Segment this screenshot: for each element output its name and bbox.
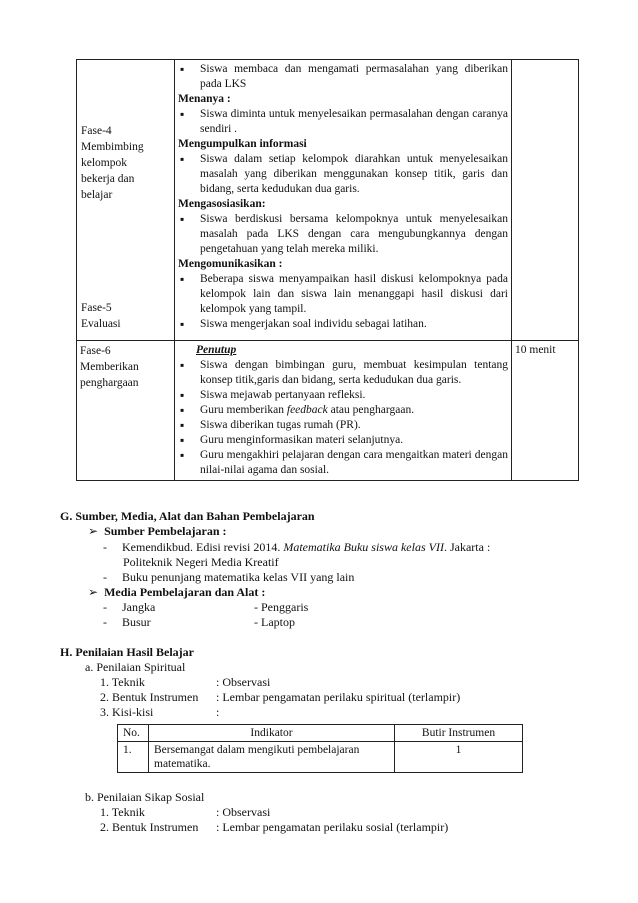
sumber-heading: ➢ Sumber Pembelajaran : (88, 524, 227, 538)
step-heading: Mengomunikasikan : (178, 258, 283, 270)
list-item: ▪ Beberapa siswa menyampaikan hasil diskusi kelompoknya pada kelompok lain dan siswa lain menanggapi hasil diskusi dari kelompok yang tampil. (178, 272, 508, 317)
phase-5-label: Fase-5 Evaluasi (81, 302, 121, 330)
list-item: - Jangka (103, 600, 156, 614)
field-value: : Lembar pengamatan perilaku spiritual (terlampir) (216, 690, 461, 704)
arrow-icon: ➢ (88, 524, 99, 538)
field-label: 2. Bentuk Instrumen (100, 690, 199, 704)
list-item: - Buku penunjang matematika kelas VII yang lain (103, 570, 355, 584)
arrow-icon: ➢ (88, 585, 99, 599)
time-cell (512, 60, 579, 341)
activity-cell (175, 60, 512, 341)
list-item: - Busur (103, 615, 151, 629)
media-heading: ➢ Media Pembelajaran dan Alat : (88, 585, 266, 599)
table-cell: 1 (395, 742, 523, 773)
table-row (118, 742, 523, 773)
list-item: ▪ Siswa diminta untuk menyelesaikan permasalahan dengan caranya sendiri . (178, 107, 508, 137)
section-g-title: G. Sumber, Media, Alat dan Bahan Pembelajaran (60, 509, 315, 523)
table-row (77, 341, 579, 481)
field-label: 2. Bentuk Instrumen (100, 820, 199, 834)
column-header: Butir Instrumen (395, 725, 523, 742)
step-heading: Mengumpulkan informasi (178, 138, 307, 150)
table-cell: Bersemangat dalam mengikuti pembelajaran matematika. (149, 742, 395, 773)
field-label: 1. Teknik (100, 805, 145, 819)
column-header: Indikator (149, 725, 395, 742)
list-item: ▪ Siswa dalam setiap kelompok diarahkan untuk menyelesaikan masalah yang diberikan menggunakan konsep titik, garis dan bidang, serta kedudukan dua garis. (178, 152, 508, 197)
section-h-title: H. Penilaian Hasil Belajar (60, 645, 194, 659)
field-label: 1. Teknik (100, 675, 145, 689)
subsection-title: a. Penilaian Spiritual (85, 660, 186, 674)
phase-cell (77, 341, 175, 481)
phase-6-label: Fase-6 Memberikan penghargaan (80, 345, 139, 389)
list-item: - Laptop (254, 615, 295, 629)
field-value: : Observasi (216, 805, 271, 819)
column-header: No. (118, 725, 149, 742)
list-item: ▪ Siswa diberikan tugas rumah (PR). (178, 418, 508, 433)
duration: 10 menit (515, 344, 556, 356)
list-item: ▪ Siswa mengerjakan soal individu sebagai latihan. (178, 317, 508, 332)
activity-cell (175, 341, 512, 481)
list-item: ▪ Siswa berdiskusi bersama kelompoknya untuk menyelesaikan masalah pada LKS dengan cara mengubungkannya dengan pengetahuan yang telah mereka miliki. (178, 212, 508, 257)
list-item: ▪ Guru memberikan feedback atau penghargaan. (178, 403, 508, 418)
kisi-table (117, 724, 523, 773)
list-item: ▪ Guru mengakhiri pelajaran dengan cara mengaitkan materi dengan nilai-nilai agama dan sosial. (178, 448, 508, 478)
table-row (77, 60, 579, 341)
list-item: ▪ Guru menginformasikan materi selanjutnya. (178, 433, 508, 448)
field-label: 3. Kisi-kisi (100, 705, 154, 719)
phase-cell (77, 60, 175, 341)
step-heading: Menanya : (178, 93, 231, 105)
list-item-continuation: Politeknik Negeri Media Kreatif (123, 555, 279, 569)
list-item: ▪ Siswa membaca dan mengamati permasalahan yang diberikan pada LKS (178, 62, 508, 92)
activity-table (76, 59, 579, 481)
closing-heading: Penutup (196, 344, 237, 356)
field-value: : (216, 705, 220, 719)
list-item: - Kemendikbud. Edisi revisi 2014. Matematika Buku siswa kelas VII. Jakarta : (103, 540, 491, 554)
list-item: ▪ Siswa mejawab pertanyaan refleksi. (178, 388, 508, 403)
field-value: : Lembar pengamatan perilaku sosial (terlampir) (216, 820, 449, 834)
field-value: : Observasi (216, 675, 271, 689)
list-item: ▪ Siswa dengan bimbingan guru, membuat kesimpulan tentang konsep titik,garis dan bidang, serta kedudukan dua garis. (178, 358, 508, 388)
time-cell (512, 341, 579, 481)
phase-4-label: Fase-4 Membimbing kelompok bekerja dan belajar (81, 125, 144, 201)
step-heading: Mengasosiasikan: (178, 198, 266, 210)
subsection-title: b. Penilaian Sikap Sosial (85, 790, 205, 804)
table-header-row (118, 725, 523, 742)
table-cell: 1. (118, 742, 149, 773)
list-item: - Penggaris (254, 600, 309, 614)
